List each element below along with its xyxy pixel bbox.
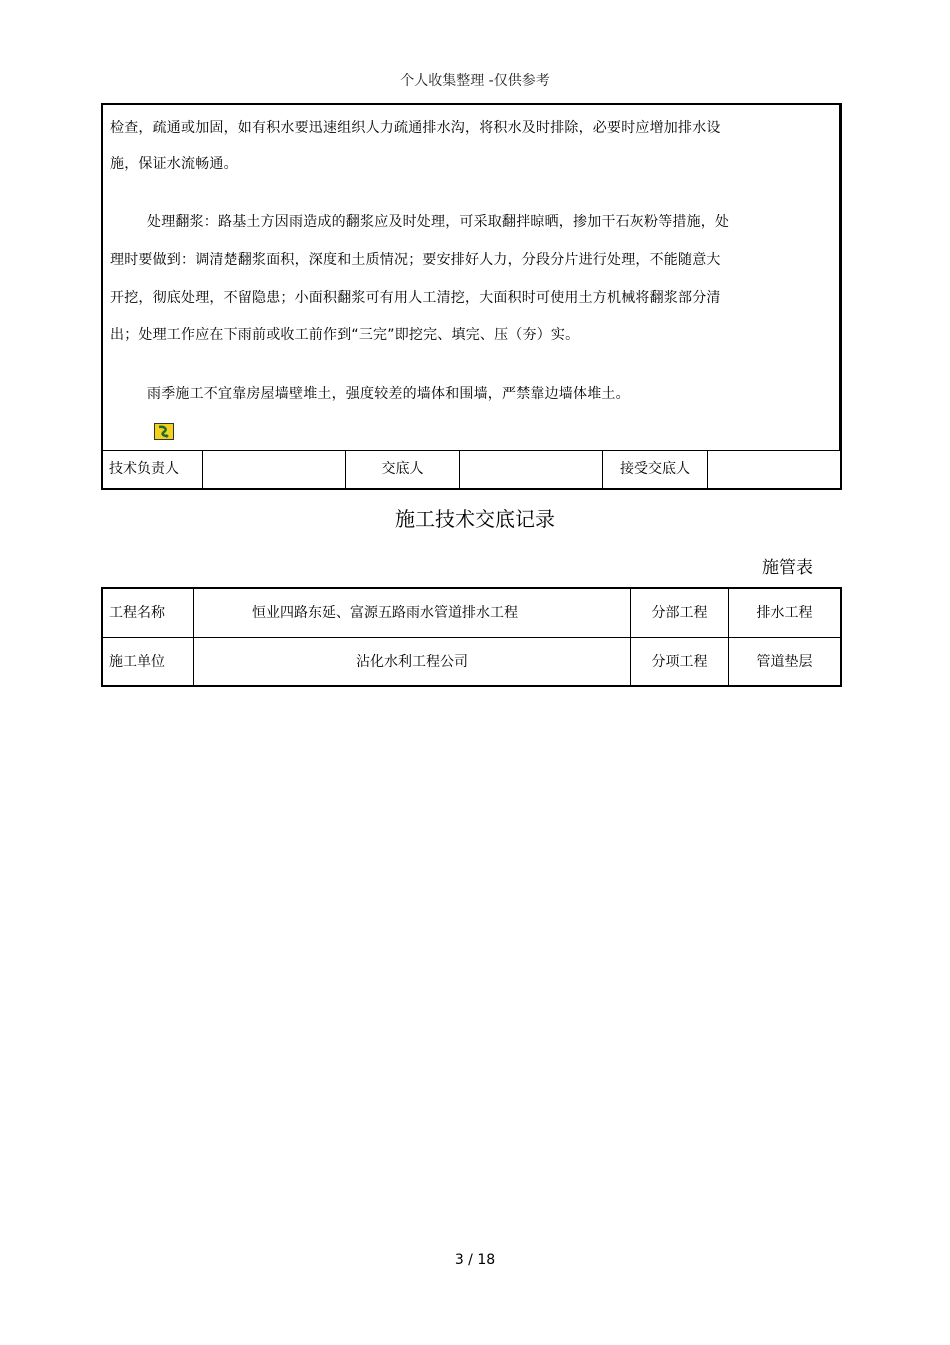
content-line: 处理翻浆：路基土方因雨造成的翻浆应及时处理，可采取翻拌晾晒，掺加干石灰粉等措施，处 xyxy=(147,214,730,230)
content-line: 理时要做到：调清楚翻浆面积，深度和土质情况；要安排好人力，分段分片进行处理，不能随意大 xyxy=(110,252,721,268)
subitem-value: 管道垫层 xyxy=(728,638,840,686)
project-name-label: 工程名称 xyxy=(109,605,165,621)
disclosure-content-table xyxy=(101,103,842,490)
tech-lead-field[interactable] xyxy=(202,451,345,488)
tech-lead-label: 技术负责人 xyxy=(109,461,179,477)
presenter-field[interactable] xyxy=(459,451,602,488)
disclosure-content xyxy=(103,105,840,450)
receiver-label: 接受交底人 xyxy=(602,451,707,488)
content-line: 雨季施工不宜靠房屋墙壁堆土，强度较差的墙体和围墙，严禁靠边墙体堆土。 xyxy=(147,386,630,402)
division-label: 分部工程 xyxy=(630,589,728,637)
project-name-value: 恒业四路东延、富源五路雨水管道排水工程 xyxy=(193,589,630,637)
record-title: 施工技术交底记录 xyxy=(395,507,555,531)
attachment-icon[interactable] xyxy=(154,423,174,440)
unit-label: 施工单位 xyxy=(109,654,165,670)
unit-value: 沾化水利工程公司 xyxy=(193,638,630,686)
division-value: 排水工程 xyxy=(728,589,840,637)
form-number: 施管表 xyxy=(762,558,813,578)
page-number: 3 / 18 xyxy=(454,1252,496,1268)
page-header: 个人收集整理 -仅供参考 xyxy=(400,73,550,89)
signature-row xyxy=(103,450,840,488)
content-line: 施，保证水流畅通。 xyxy=(110,156,238,172)
table-row xyxy=(103,589,840,637)
presenter-label: 交底人 xyxy=(345,451,459,488)
content-line: 检查，疏通或加固，如有积水要迅速组织人力疏通排水沟，将积水及时排除，必要时应增加排水设 xyxy=(110,120,721,136)
content-line: 出；处理工作应在下雨前或收工前作到“三完”即挖完、填完、压（夯）实。 xyxy=(110,327,580,343)
receiver-field[interactable] xyxy=(707,451,840,488)
content-line: 开挖，彻底处理，不留隐患；小面积翻浆可有用人工清挖，大面积时可使用土方机械将翻浆部分清 xyxy=(110,290,721,306)
table-row xyxy=(103,637,840,685)
project-info-table xyxy=(101,587,842,687)
subitem-label: 分项工程 xyxy=(630,638,728,686)
